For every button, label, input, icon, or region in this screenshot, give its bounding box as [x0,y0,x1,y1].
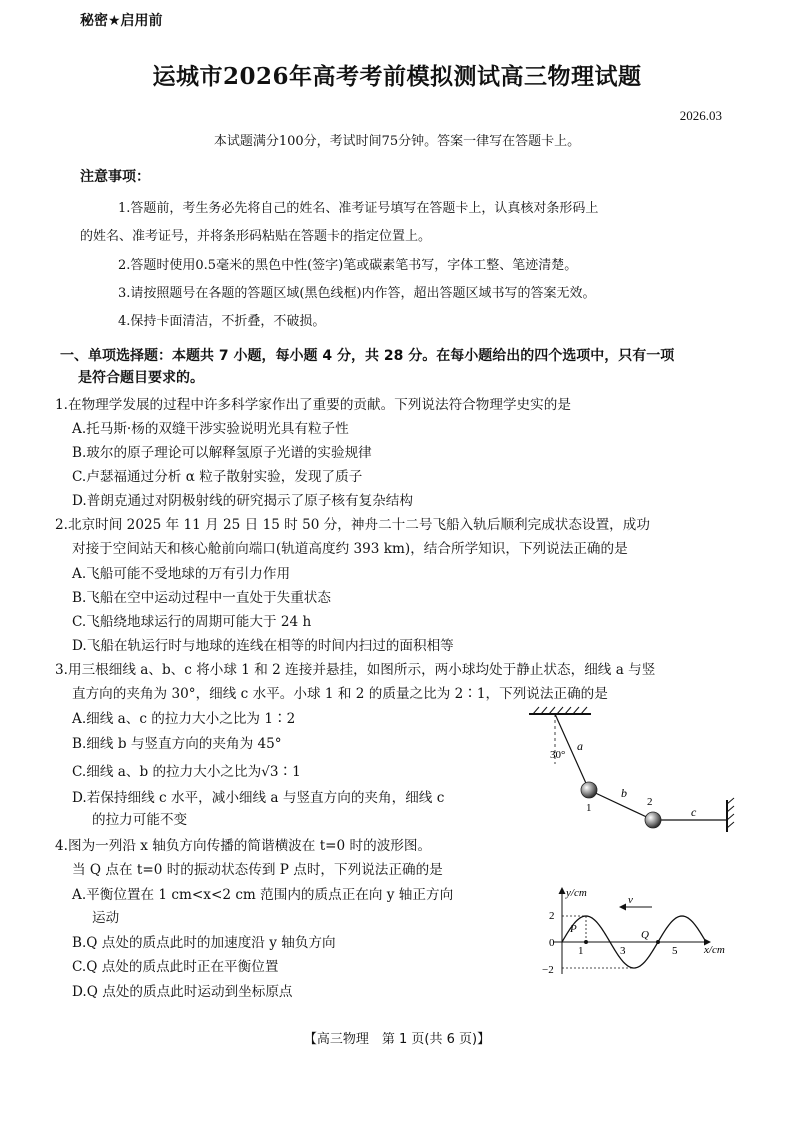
q3-stem-line-1: 3.用三根细线 a、b、c 将小球 1 和 2 连接并悬挂，如图所示，两小球均处于静止状态，细线 a 与竖 [55,662,656,678]
q2-option-b: B.飞船在空中运动过程中一直处于失重状态 [72,590,331,606]
velocity-label: v [628,894,633,906]
x-tick-5: 5 [672,945,678,957]
q4-option-d: D.Q 点处的质点此时运动到坐标原点 [72,984,293,1000]
q2-option-a: A.飞船可能不受地球的万有引力作用 [72,566,291,582]
q3-option-d-line-2: 的拉力可能不变 [92,812,188,828]
ball-1 [581,782,597,798]
page-footer: 【高三物理 第 1 页(共 6 页)】 [303,1032,491,1047]
notice-item-4: 4.保持卡面清洁，不折叠，不破损。 [118,314,326,329]
q3-option-b: B.细线 b 与竖直方向的夹角为 45° [72,736,282,752]
notice-item-3: 3.请按照题号在各题的答题区域(黑色线框)内作答，超出答题区域书写的答案无效。 [118,286,596,301]
label-a: a [577,739,583,753]
q3-stem-line-2: 直方向的夹角为 30°，细线 c 水平。小球 1 和 2 的质量之比为 2∶1，下列说法正确的是 [72,686,608,702]
ball-2 [645,812,661,828]
q1-option-b: B.玻尔的原子理论可以解释氢原子光谱的实验规律 [72,445,372,461]
q2-option-c: C.飞船绕地球运行的周期可能大于 24 h [72,614,312,630]
q3-option-d-line-1: D.若保持细线 c 水平，减小细线 a 与竖直方向的夹角，细线 c [72,790,445,806]
label-b: b [621,786,627,800]
exam-date: 2026.03 [679,108,722,123]
q1-option-a: A.托马斯·杨的双缝干涉实验说明光具有粒子性 [72,421,349,437]
q3-option-a: A.细线 a、c 的拉力大小之比为 1∶2 [72,711,296,727]
q4-option-a-line-1: A.平衡位置在 1 cm<x<2 cm 范围内的质点正在向 y 轴正方向 [72,887,454,903]
wall-hatching [727,798,734,828]
x-tick-1: 1 [578,945,584,957]
label-c: c [691,805,697,819]
q2-stem-line-2: 对接于空间站天和核心舱前向端口(轨道高度约 393 km)，结合所学知识，下列说法正确的是 [72,541,628,557]
ceiling-hatching [533,707,587,714]
label-q: Q [641,929,649,941]
y-tick-zero: 0 [549,937,555,949]
y-tick-top: 2 [549,910,555,922]
q4-wave-figure [540,882,740,978]
exam-intro: 本试题满分100分，考试时间75分钟。答案一律写在答题卡上。 [213,134,581,149]
q2-stem-line-1: 2.北京时间 2025 年 11 月 25 日 15 时 50 分，神舟二十二号飞船入轨后顺利完成状态设置，成功 [55,517,650,533]
notice-item-1-line-1: 1.答题前，考生务必先将自己的姓名、准考证号填写在答题卡上，认真核对条形码上 [118,201,599,216]
q4-stem-line-2: 当 Q 点在 t=0 时的振动状态传到 P 点时，下列说法正确的是 [72,862,443,878]
q4-option-b: B.Q 点处的质点此时的加速度沿 y 轴负方向 [72,935,336,951]
q3-option-c: C.细线 a、b 的拉力大小之比为√3∶1 [72,764,301,780]
confidential-label: 秘密★启用前 [80,13,163,29]
angle-label: 30° [550,749,566,761]
notice-item-2: 2.答题时使用0.5毫米的黑色中性(签字)笔或碳素笔书写，字体工整、笔迹清楚。 [118,258,578,273]
point-q [656,940,660,944]
section-1-heading-line-1: 一、单项选择题：本题共 7 小题，每小题 4 分，共 28 分。在每小题给出的四个选项中，只有一项 [60,348,675,364]
label-p: P [570,923,577,935]
x-tick-3: 3 [620,945,626,957]
notice-heading: 注意事项： [80,169,150,185]
exam-title: 运城市2026年高考考前模拟测试高三物理试题 [152,63,642,90]
q1-option-d: D.普朗克通过对阴极射线的研究揭示了原子核有复杂结构 [72,493,413,509]
q4-option-c: C.Q 点处的质点此时正在平衡位置 [72,959,279,975]
q1-stem: 1.在物理学发展的过程中许多科学家作出了重要的贡献。下列说法符合物理学史实的是 [55,397,571,413]
label-ball-2: 2 [647,796,653,808]
x-axis-label: x/cm [704,944,725,956]
point-p [584,940,588,944]
q4-option-a-line-2: 运动 [92,910,120,926]
q3-figure [525,706,745,836]
label-ball-1: 1 [586,802,592,814]
y-axis-label: y/cm [566,887,587,899]
notice-item-1-line-2: 的姓名、准考证号，并将条形码粘贴在答题卡的指定位置上。 [80,229,432,244]
section-1-heading-line-2: 是符合题目要求的。 [78,370,204,386]
q2-option-d: D.飞船在轨运行时与地球的连线在相等的时间内扫过的面积相等 [72,638,454,654]
q4-stem-line-1: 4.图为一列沿 x 轴负方向传播的简谐横波在 t=0 时的波形图。 [55,838,432,854]
y-tick-bottom: −2 [542,964,554,976]
section-1-heading [60,345,740,389]
q1-option-c: C.卢瑟福通过分析 α 粒子散射实验，发现了质子 [72,469,363,485]
